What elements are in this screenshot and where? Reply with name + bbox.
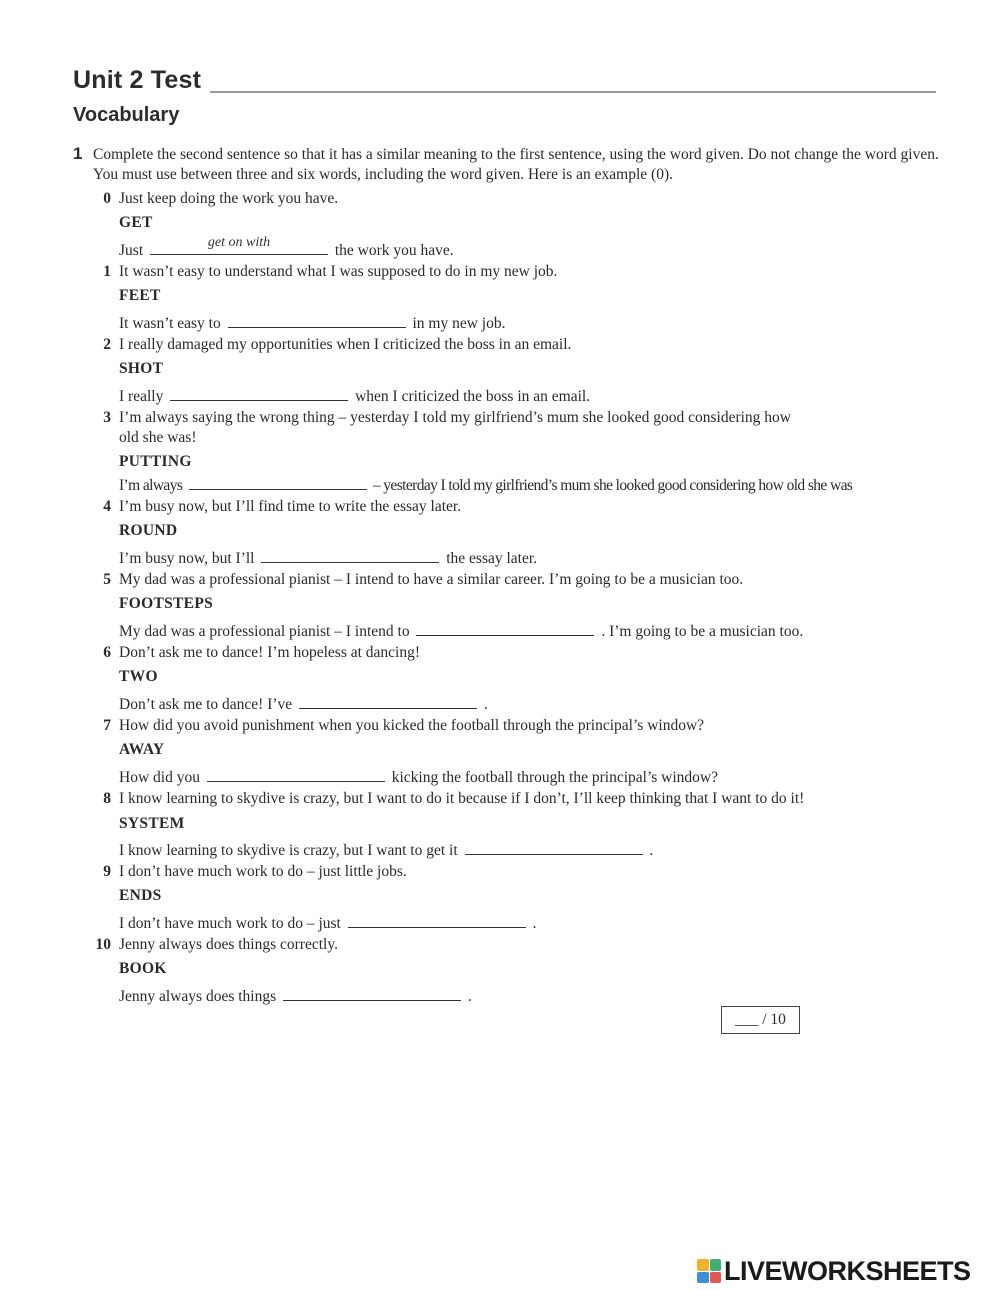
question-number: 5: [103, 571, 111, 588]
answer-before: How did you: [119, 769, 200, 786]
question-sentence: I don’t have much work to do – just little jobs.: [119, 863, 407, 880]
question-keyword: PUTTING: [119, 453, 192, 470]
answer-blank[interactable]: [150, 235, 328, 255]
answer-blank[interactable]: [207, 765, 385, 782]
answer-before: My dad was a professional pianist – I intend to: [119, 623, 410, 640]
question-number: 8: [103, 790, 111, 807]
question-keyword: ENDS: [119, 887, 162, 904]
question-keyword: FEET: [119, 287, 161, 304]
question-number: 4: [103, 498, 111, 515]
question-sentence: I know learning to skydive is crazy, but I want to do it because if I don’t, I’ll keep thinking that I want to do it!: [119, 790, 805, 807]
question-sentence: I’m always saying the wrong thing – yesterday I told my girlfriend’s mum she looked good considering how: [119, 409, 791, 426]
answer-after: the essay later.: [446, 550, 538, 567]
answer-before: It wasn’t easy to: [119, 315, 221, 332]
question-number: 7: [103, 717, 111, 734]
answer-line: [119, 911, 536, 934]
answer-after: .: [467, 988, 472, 1005]
answer-after: .: [483, 696, 488, 713]
answer-line: [119, 619, 803, 642]
answer-before: Just: [119, 242, 144, 259]
logo-tile-icon: [697, 1259, 709, 1271]
instructions: Complete the second sentence so that it has a similar meaning to the first sentence, using the word given. Do not change the word given. You must use between three and six words, including the word given. Here is an example (0).: [93, 146, 939, 183]
question-sentence: My dad was a professional pianist – I intend to have a similar career. I’m going to be a musician too.: [119, 571, 744, 588]
question-keyword: ROUND: [119, 522, 178, 539]
answer-blank[interactable]: [416, 619, 594, 636]
question-keyword: BOOK: [119, 960, 167, 977]
answer-line: [119, 838, 653, 861]
answer-after: in my new job.: [412, 315, 506, 332]
answer-line: [119, 984, 472, 1007]
answer-line: [119, 546, 537, 569]
answer-blank[interactable]: [283, 984, 461, 1001]
section-title: Vocabulary: [73, 104, 180, 126]
question-sentence-continued: old she was!: [119, 429, 197, 446]
question-sentence: It wasn’t easy to understand what I was supposed to do in my new job.: [119, 263, 558, 280]
answer-line: [119, 765, 718, 788]
answer-before: I know learning to skydive is crazy, but I want to get it: [119, 842, 458, 859]
answer-before: Jenny always does things: [119, 988, 277, 1005]
question-number: 6: [103, 644, 111, 661]
answer-blank[interactable]: [170, 384, 348, 401]
answer-before: Don’t ask me to dance! I’ve: [119, 696, 293, 713]
answer-line: [119, 311, 505, 334]
answer-blank[interactable]: [299, 692, 477, 709]
question-sentence: How did you avoid punishment when you kicked the football through the principal’s window?: [119, 717, 705, 734]
answer-after: the work you have.: [334, 242, 454, 259]
logo-tile-icon: [697, 1272, 709, 1284]
answer-blank[interactable]: [189, 473, 367, 490]
question-keyword: SHOT: [119, 360, 164, 377]
liveworksheets-logo[interactable]: [697, 1257, 971, 1285]
answer-after: .: [649, 842, 654, 859]
question-keyword: AWAY: [119, 741, 165, 758]
answer-after: .: [532, 915, 537, 932]
logo-tile-icon: [710, 1259, 722, 1271]
answer-blank[interactable]: [348, 911, 526, 928]
score-box: ___ / 10: [721, 1006, 800, 1034]
question-sentence: I’m busy now, but I’ll find time to write the essay later.: [119, 498, 462, 515]
question-sentence: Don’t ask me to dance! I’m hopeless at dancing!: [119, 644, 421, 661]
question-number: 3: [103, 409, 111, 426]
question-keyword: GET: [119, 214, 153, 231]
question-number: 2: [103, 336, 111, 353]
answer-after: when I criticized the boss in an email.: [355, 388, 591, 405]
answer-before: I’m busy now, but I’ll: [119, 550, 255, 567]
logo-tile-icon: [710, 1272, 722, 1284]
question-number: 10: [95, 936, 111, 953]
answer-line: [119, 235, 454, 261]
question-number: 9: [103, 863, 111, 880]
answer-blank[interactable]: [261, 546, 439, 563]
title-rule: [210, 91, 936, 93]
question-number: 1: [103, 263, 111, 280]
liveworksheets-logo-icon: [697, 1259, 721, 1283]
logo-text: LIVEWORKSHEETS: [724, 1255, 971, 1286]
answer-after: . I’m going to be a musician too.: [601, 623, 804, 640]
answer-before: I don’t have much work to do – just: [119, 915, 341, 932]
question-number: 0: [103, 190, 111, 207]
question-sentence: Just keep doing the work you have.: [119, 190, 339, 207]
question-keyword: SYSTEM: [119, 815, 185, 832]
answer-blank[interactable]: [465, 838, 643, 855]
question-keyword: TWO: [119, 668, 158, 685]
answer-blank[interactable]: [228, 311, 406, 328]
answer-after: – yesterday I told my girlfriend’s mum she looked good considering how old she was: [372, 477, 853, 494]
example-answer: get on with: [207, 235, 271, 250]
answer-before: I’m always: [119, 477, 183, 494]
answer-line: [119, 384, 590, 407]
page-title: Unit 2 Test: [73, 66, 202, 94]
question-keyword: FOOTSTEPS: [119, 595, 214, 612]
question-sentence: Jenny always does things correctly.: [119, 936, 338, 953]
question-sentence: I really damaged my opportunities when I criticized the boss in an email.: [119, 336, 572, 353]
answer-line: [119, 473, 936, 496]
answer-line: [119, 692, 488, 715]
exercise-number: 1: [73, 144, 83, 163]
answer-after: kicking the football through the principal’s window?: [391, 769, 718, 786]
answer-before: I really: [119, 388, 164, 405]
